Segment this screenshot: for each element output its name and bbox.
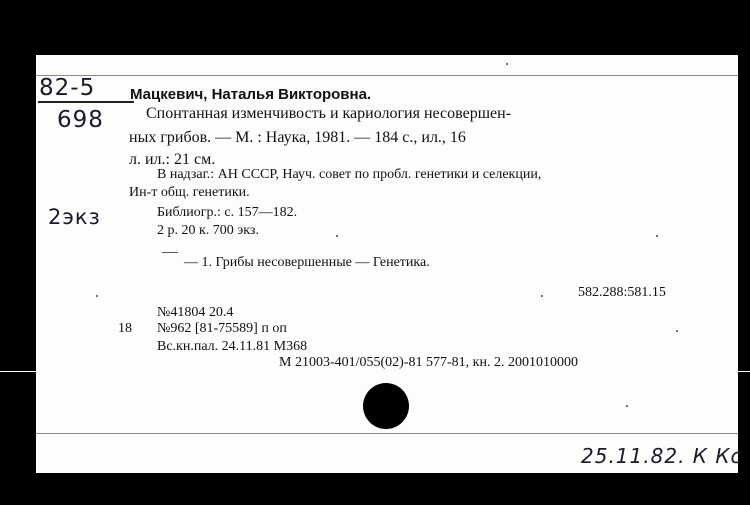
registration-number: №41804 20.4 (157, 305, 234, 320)
index-line: М 21003-401/055(02)-81 577-81, кн. 2. 2001010000 (279, 355, 578, 370)
bottom-rule (36, 433, 738, 434)
top-rule (36, 75, 738, 76)
dash-mark (162, 252, 178, 253)
order-line: №962 [81-75589] п оп (157, 321, 287, 336)
book-chamber-line: Вс.кн.пал. 24.11.81 М368 (157, 339, 308, 354)
shelf-mark-line2: 698 (57, 107, 104, 133)
shelf-mark-underline (38, 101, 134, 103)
speck (336, 235, 338, 237)
speck (541, 295, 543, 297)
speck (96, 295, 98, 297)
scan-edge-left (0, 371, 36, 372)
bibliography-note: Библиогр.: с. 157—182. (157, 205, 298, 220)
speck (676, 330, 678, 332)
copies-count: 18 (118, 321, 132, 336)
note-line-1: В надзаг.: АН СССР, Науч. совет по пробл. генетики и селекции, (157, 167, 542, 182)
shelf-mark-line1: 82-5 (39, 75, 96, 101)
scan-edge-right (738, 371, 750, 372)
author-heading: Мацкевич, Наталья Викторовна. (130, 86, 372, 103)
catalog-card (36, 55, 743, 473)
udc-code: 582.288:581.15 (578, 285, 666, 300)
subject-heading: — 1. Грибы несовершенные — Генетика. (184, 255, 430, 270)
title-line-3: л. ил.: 21 см. (129, 151, 216, 168)
title-line-1: Спонтанная изменчивость и кариология несовершен- (146, 105, 512, 122)
bottom-handwriting: 25.11.82. К Кс (581, 444, 743, 468)
title-line-2: ных грибов. — М. : Наука, 1981. — 184 с., ил., 16 (129, 129, 466, 146)
punch-hole (363, 383, 409, 429)
speck (626, 405, 628, 407)
speck (656, 235, 658, 237)
price-and-print-run: 2 р. 20 к. 700 экз. (157, 223, 259, 238)
note-line-2: Ин-т общ. генетики. (129, 185, 250, 200)
speck (506, 63, 508, 65)
margin-handwriting: 2экз (48, 205, 101, 229)
